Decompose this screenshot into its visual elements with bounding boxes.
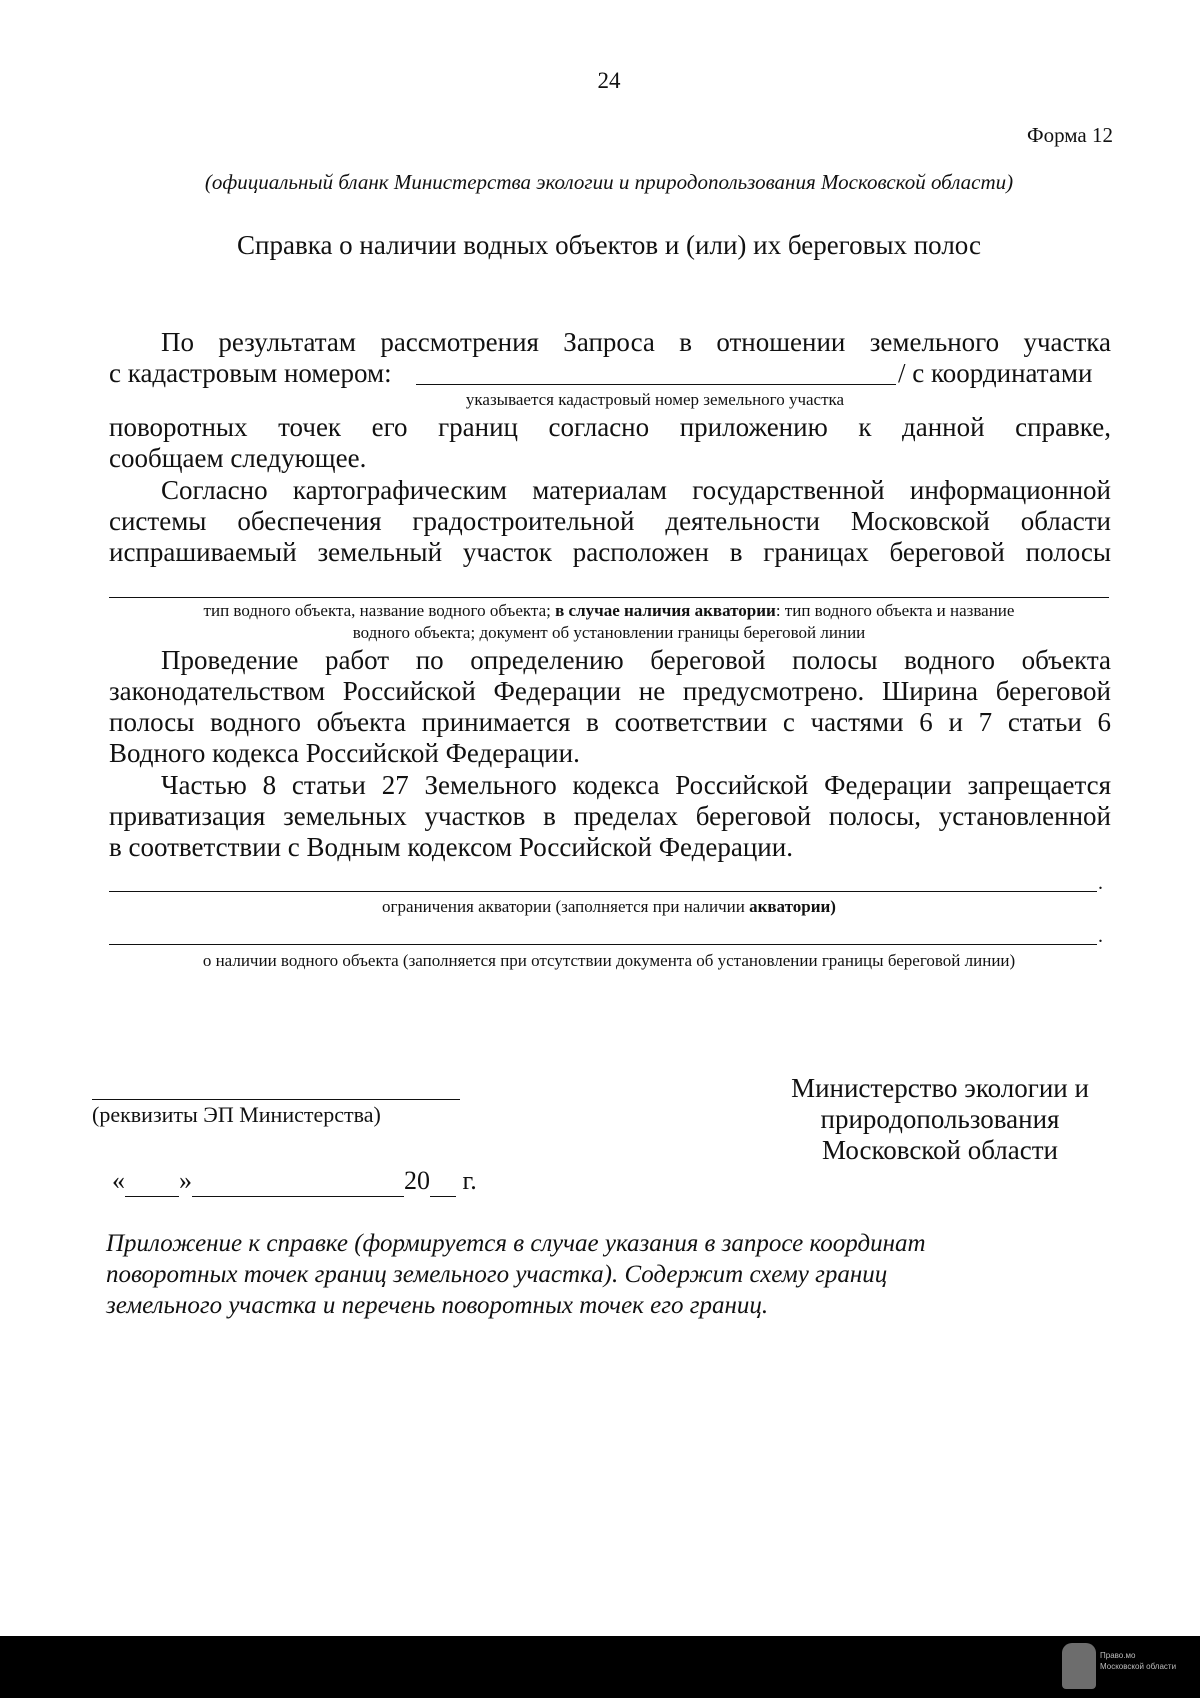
p3-line1: Проведение работ по определению береговой полосы водного объекта — [161, 645, 1111, 675]
appendix-line3: земельного участка и перечень поворотных точек его границ. — [106, 1292, 769, 1319]
cadastral-caption: указывается кадастровый номер земельного участка — [465, 390, 845, 409]
date-field — [112, 1166, 477, 1197]
ministry-line3: Московской области — [821, 1135, 1058, 1165]
official-blank-note: (официальный бланк Министерства экологии и природопользования Московской области) — [204, 170, 1014, 194]
document-title: Справка о наличии водных объектов и (или) их береговых полос — [237, 230, 981, 260]
cadastral-number-line[interactable] — [416, 384, 896, 385]
p4-line1: Частью 8 статьи 27 Земельного кодекса Российской Федерации запрещается — [161, 770, 1111, 800]
water-presence-caption: о наличии водного объекта (заполняется при отсутствии документа об установлении границы береговой линии) — [202, 951, 1016, 970]
footer-watermark — [1100, 1650, 1176, 1672]
p1-line4: сообщаем следующее. — [109, 443, 367, 473]
date-year-prefix: 20 — [404, 1166, 430, 1195]
p2-line2: системы обеспечения градостроительной деятельности Московской области — [109, 506, 1111, 536]
p2-line3: испрашиваемый земельный участок расположен в границах береговой полосы — [109, 537, 1111, 567]
appendix-line1: Приложение к справке (формируется в случае указания в запросе координат — [106, 1230, 926, 1257]
p1-line2-start: с кадастровым номером: — [109, 358, 392, 388]
page-number: 24 — [597, 68, 621, 93]
date-close-quote: » — [179, 1166, 192, 1195]
water-caption-part2: : тип водного объекта и название — [775, 601, 1015, 620]
date-day-blank[interactable] — [125, 1166, 179, 1197]
aquatory-line[interactable] — [109, 891, 1097, 892]
p1-line1: По результатам рассмотрения Запроса в отношении земельного участка — [161, 327, 1111, 357]
p4-line2: приватизация земельных участков в пределах береговой полосы, установленной — [109, 801, 1111, 831]
footer-bar — [0, 1636, 1200, 1698]
p3-line2: законодательством Российской Федерации не предусмотрено. Ширина береговой — [109, 676, 1111, 706]
ministry-line1: Министерство экологии и — [791, 1073, 1089, 1103]
p1-line2-end: / с координатами — [898, 358, 1093, 388]
aquatory-caption-bold: акватории) — [749, 897, 836, 916]
coat-of-arms-icon — [1062, 1643, 1096, 1689]
appendix-line2: поворотных точек границ земельного участка). Содержит схему границ — [106, 1261, 888, 1288]
date-month-blank[interactable] — [192, 1166, 404, 1197]
p2-line1: Согласно картографическим материалам государственной информационной — [161, 475, 1111, 505]
form-number: Форма 12 — [1027, 123, 1113, 147]
ministry-line2: природопользования — [820, 1104, 1060, 1134]
footer-line2: Московской области — [1100, 1662, 1177, 1671]
appendix-note — [106, 1228, 926, 1321]
p1-line3: поворотных точек его границ согласно приложению к данной справке, — [109, 412, 1111, 442]
p3-line3: полосы водного объекта принимается в соответствии с частями 6 и 7 статьи 6 — [109, 707, 1111, 737]
aquatory-caption-text: ограничения акватории (заполняется при наличии — [382, 897, 745, 916]
ministry-block — [760, 1073, 1120, 1166]
requisites-caption: (реквизиты ЭП Министерства) — [92, 1102, 381, 1127]
requisites-line[interactable] — [92, 1099, 460, 1100]
date-year-suffix: г. — [462, 1166, 477, 1195]
footer-line1: Право.мо — [1100, 1651, 1136, 1660]
water-caption-part1: тип водного объекта, название водного объекта; — [203, 601, 551, 620]
p4-line3: в соответствии с Водным кодексом Российской Федерации. — [109, 832, 793, 862]
p3-line4: Водного кодекса Российской Федерации. — [109, 738, 580, 768]
date-open-quote: « — [112, 1166, 125, 1195]
water-object-line[interactable] — [109, 597, 1109, 598]
water-caption-bold: в случае наличия акватории — [555, 601, 776, 620]
water-caption-line1 — [109, 600, 1109, 621]
water-caption-line2: водного объекта; документ об установлении границы береговой линии — [352, 623, 866, 642]
water-presence-line[interactable] — [109, 944, 1097, 945]
aquatory-caption — [109, 896, 1109, 917]
date-year-blank[interactable] — [430, 1166, 456, 1197]
